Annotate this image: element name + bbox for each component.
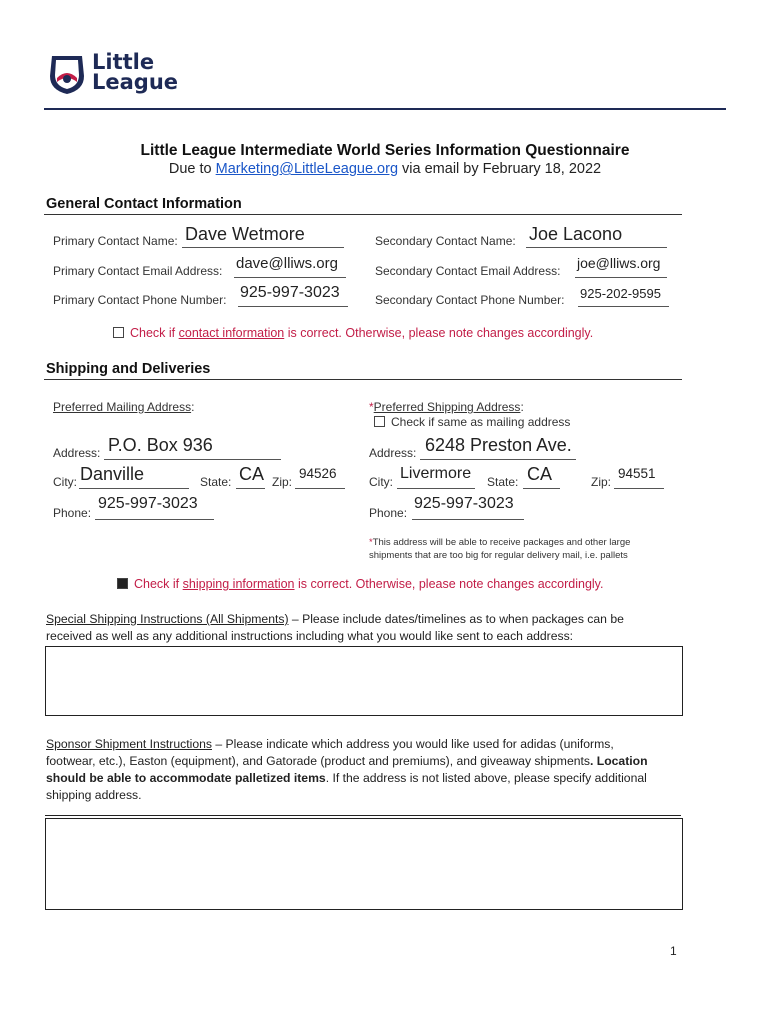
- ship-phone-underline: [412, 519, 524, 520]
- ship-phone-field[interactable]: 925-997-3023: [414, 495, 514, 512]
- contact-confirm-after: is correct. Otherwise, please note changes accordingly.: [284, 326, 594, 340]
- special-instructions-box[interactable]: [45, 646, 683, 716]
- contact-section-rule: [44, 214, 682, 215]
- shipping-confirm-checkbox[interactable]: [117, 578, 128, 589]
- ship-city-field[interactable]: Livermore: [400, 465, 472, 482]
- mail-state-field[interactable]: CA: [239, 464, 265, 484]
- mail-zip-label: Zip:: [272, 475, 293, 489]
- logo-text-line1: Little: [92, 50, 155, 74]
- contact-confirm-row: [113, 326, 593, 340]
- shipping-note-asterisk: *: [369, 537, 373, 548]
- secondary-name-label: Secondary Contact Name:: [375, 234, 516, 248]
- primary-name-field[interactable]: Dave Wetmore: [185, 224, 305, 244]
- ship-phone-label: Phone:: [369, 506, 408, 520]
- secondary-email-label: Secondary Contact Email Address:: [375, 264, 561, 278]
- mail-city-field[interactable]: Danville: [80, 464, 145, 484]
- same-as-mailing-row: [374, 415, 570, 429]
- document-title: Little League Intermediate World Series Information Questionnaire: [140, 142, 630, 159]
- header-divider: [44, 108, 726, 110]
- shipping-note-line1: [369, 536, 630, 549]
- special-line2: received as well as any additional instructions including what you would like sent to each address:: [46, 629, 574, 643]
- primary-name-label: Primary Contact Name:: [53, 234, 178, 248]
- sponsor-instructions-box[interactable]: [45, 818, 683, 910]
- primary-phone-underline: [238, 306, 348, 307]
- shipping-address-colon: :: [520, 400, 524, 414]
- shipping-address-heading: [369, 400, 524, 414]
- secondary-email-field[interactable]: joe@lliws.org: [577, 255, 661, 271]
- sponsor-line1: [46, 736, 686, 753]
- mail-address-underline: [104, 459, 281, 460]
- keystone-logo-icon: [48, 54, 86, 96]
- contact-section-heading: General Contact Information: [46, 196, 242, 212]
- mailing-address-heading-text: Preferred Mailing Address: [53, 400, 192, 414]
- special-instructions-text: [46, 611, 686, 645]
- contact-confirm-link: contact information: [178, 326, 285, 340]
- mailing-address-heading: [53, 400, 194, 414]
- shipping-note-line2: shipments that are too big for regular delivery mail, i.e. pallets: [369, 550, 628, 561]
- shipping-asterisk: *: [369, 400, 374, 414]
- sponsor-instructions-text: [46, 736, 686, 804]
- sponsor-line3: [46, 770, 686, 787]
- mail-state-label: State:: [200, 475, 232, 489]
- mail-address-label: Address:: [53, 446, 101, 460]
- contact-confirm-before: Check if: [130, 326, 179, 340]
- shipping-confirm-after: is correct. Otherwise, please note changes accordingly.: [294, 577, 604, 591]
- primary-phone-label: Primary Contact Phone Number:: [53, 293, 227, 307]
- sponsor-line2: [46, 753, 686, 770]
- shipping-confirm-row: [117, 577, 603, 591]
- sponsor-top-rule: [45, 815, 681, 816]
- shipping-confirm-link: shipping information: [182, 577, 295, 591]
- mail-phone-underline: [95, 519, 214, 520]
- same-as-mailing-label: Check if same as mailing address: [391, 415, 571, 429]
- primary-email-underline: [234, 277, 346, 278]
- special-text1: Please include dates/timelines as to when packages can be: [302, 612, 624, 626]
- shipping-section-rule: [44, 379, 682, 380]
- ship-state-label: State:: [487, 475, 519, 489]
- logo-text-line2: League: [92, 70, 179, 94]
- ship-zip-underline: [614, 488, 664, 489]
- ship-address-label: Address:: [369, 446, 417, 460]
- mailing-address-colon: :: [191, 400, 195, 414]
- primary-phone-field[interactable]: 925-997-3023: [240, 284, 340, 301]
- sponsor-text3a: should be able to accommodate palletized items: [46, 771, 326, 785]
- primary-name-underline: [182, 247, 344, 248]
- shipping-confirm-before: Check if: [134, 577, 183, 591]
- sponsor-line4: shipping address.: [46, 788, 142, 802]
- little-league-logo: [48, 52, 183, 100]
- mail-address-field[interactable]: P.O. Box 936: [108, 435, 213, 455]
- sponsor-title: Sponsor Shipment Instructions: [46, 737, 212, 751]
- shipping-note-line1-text: This address will be able to receive packages and other large: [372, 537, 631, 548]
- mail-zip-field[interactable]: 94526: [299, 466, 337, 481]
- ship-state-field[interactable]: CA: [527, 464, 553, 484]
- document-subtitle: [0, 161, 770, 177]
- shipping-section-heading: Shipping and Deliveries: [46, 361, 211, 377]
- secondary-phone-field[interactable]: 925-202-9595: [580, 286, 661, 301]
- primary-email-label: Primary Contact Email Address:: [53, 264, 223, 278]
- subtitle-after: via email by February 18, 2022: [398, 161, 602, 177]
- special-line1: [46, 611, 686, 628]
- mail-state-underline: [236, 488, 265, 489]
- mail-phone-label: Phone:: [53, 506, 92, 520]
- secondary-name-underline: [526, 247, 667, 248]
- ship-zip-label: Zip:: [591, 475, 612, 489]
- secondary-email-underline: [575, 277, 667, 278]
- shipping-note: [369, 536, 630, 562]
- mail-phone-field[interactable]: 925-997-3023: [98, 495, 198, 512]
- mail-zip-underline: [295, 488, 345, 489]
- mail-city-underline: [79, 488, 189, 489]
- secondary-phone-label: Secondary Contact Phone Number:: [375, 293, 565, 307]
- same-as-mailing-checkbox[interactable]: [374, 416, 385, 427]
- ship-city-label: City:: [369, 475, 393, 489]
- sponsor-dash: –: [211, 737, 226, 751]
- secondary-phone-underline: [578, 306, 669, 307]
- sponsor-text3b: . If the address is not listed above, please specify additional: [325, 771, 647, 785]
- ship-state-underline: [523, 488, 560, 489]
- sponsor-text2a: footwear, etc.), Easton (equipment), and Gatorade (product and premiums), and giveaway shipments: [46, 754, 590, 768]
- shipping-address-heading-text: Preferred Shipping Address: [373, 400, 521, 414]
- mail-city-label: City:: [53, 475, 77, 489]
- sponsor-text1: Please indicate which address you would like used for adidas (uniforms,: [225, 737, 614, 751]
- marketing-email-link[interactable]: Marketing@LittleLeague.org: [215, 161, 399, 177]
- special-title: Special Shipping Instructions (All Shipments): [46, 612, 289, 626]
- ship-address-underline: [420, 459, 576, 460]
- special-dash: –: [288, 612, 303, 626]
- sponsor-text2b: . Location: [589, 754, 648, 768]
- secondary-name-field[interactable]: Joe Lacono: [529, 224, 623, 244]
- subtitle-before: Due to: [168, 161, 216, 177]
- contact-confirm-checkbox[interactable]: [113, 327, 124, 338]
- primary-email-field[interactable]: dave@lliws.org: [236, 255, 338, 272]
- ship-address-field[interactable]: 6248 Preston Ave.: [425, 435, 572, 455]
- page-number: 1: [670, 944, 677, 958]
- ship-city-underline: [397, 488, 475, 489]
- ship-zip-field[interactable]: 94551: [618, 466, 656, 481]
